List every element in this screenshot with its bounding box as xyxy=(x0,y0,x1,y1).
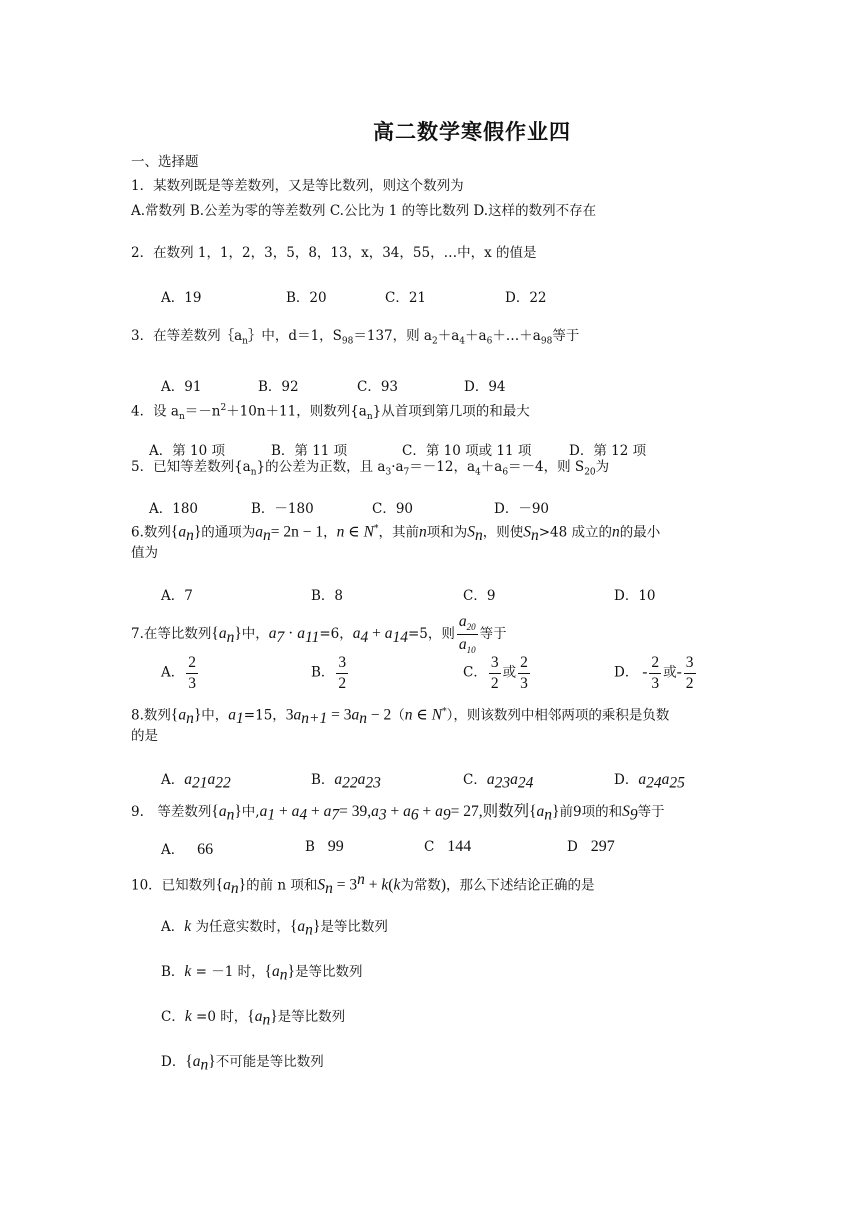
question-7-option-d: D． - $\frac{2}{3}$ 或- $\frac{3}{2}$ xyxy=(614,654,694,692)
question-2-option-a: A．19 xyxy=(161,290,202,306)
question-9-option-c: C 144 xyxy=(424,838,472,855)
question-8-option-b: B．$a_{22}a_{23}$ xyxy=(311,771,381,792)
question-9-stem: 9. 等差数列$\{a_n\}$中$,a_1 + a_4 + a_7= 39,a_3 + a_6 + a_9= 27$,则数列$\{a_n\}$前9项的和$S_9$等于 xyxy=(131,803,665,824)
question-10-option-c: C．k =0 时，$\{a_n\}$是等比数列 xyxy=(161,1008,346,1029)
question-8-option-d: D．$a_{24}a_{25}$ xyxy=(614,771,685,792)
question-2-stem: 2．在数列 1，1，2，3，5，8，13，x，34，55，…中，x 的值是 xyxy=(131,245,537,261)
question-5-option-a: A．180 xyxy=(149,501,199,517)
question-9-option-a: A． 66 xyxy=(161,841,214,858)
question-2-option-c: C．21 xyxy=(385,290,427,306)
question-7-option-c: C． $\frac{3}{2}$ 或 $\frac{2}{3}$ xyxy=(463,654,528,692)
question-10-stem: 10．已知数列$\{a_n\}$的前 n 项和$S_n = 3^n + k(k$为常数)，那么下述结论正确的是 xyxy=(131,871,595,898)
question-5-option-c: C．90 xyxy=(372,501,414,517)
question-4-option-a: A．第 10 项 xyxy=(149,443,226,459)
question-8-option-a: A．$a_{21}a_{22}$ xyxy=(161,771,231,792)
question-6-option-c: C．9 xyxy=(463,588,496,604)
question-4-option-d: D．第 12 项 xyxy=(569,443,647,459)
question-9-option-b: B 99 xyxy=(305,838,344,855)
question-8-stem-continued: 的是 xyxy=(131,728,158,744)
question-9-option-d: D 297 xyxy=(567,838,615,855)
question-4-stem: 4．设 $a_n=-n^2+10n+11$，则数列$\{a_n\}$从首项到第几项的和最大 xyxy=(131,403,530,423)
question-3-option-a: A．91 xyxy=(161,379,202,395)
question-6-option-a: A．7 xyxy=(161,588,193,604)
question-7-option-b: B． $\frac{3}{2}$ xyxy=(311,654,347,692)
question-3-stem: 3．在等差数列$\{a_n\}$中，d＝1，$S_{98}=137$，则 $a_2+a_4+a_6+\dots+a_{98}$等于 xyxy=(131,328,580,347)
question-5-option-d: D．－90 xyxy=(494,501,550,517)
section-heading: 一、选择题 xyxy=(131,154,199,170)
question-8-stem: 8.数列$\{a_n\}$中，$a_1=15$，$3a_{n+1} = 3a_n - 2(n$ ∈ N*），则该数列中相邻两项的乘积是负数 xyxy=(131,706,670,728)
question-4-option-c: C．第 10 项或 11 项 xyxy=(402,443,532,459)
question-8-option-c: C．$a_{23}a_{24}$ xyxy=(463,771,534,792)
question-2-option-b: B．20 xyxy=(286,290,327,306)
question-10-option-a: A．k 为任意实数时，$\{a_n\}$是等比数列 xyxy=(161,918,388,939)
question-3-option-c: C．93 xyxy=(357,379,399,395)
question-6-option-d: D．10 xyxy=(614,588,656,604)
question-5-option-b: B．－180 xyxy=(251,501,314,517)
question-7-stem: 7.在等比数列$\{a_n\}$中，$a_7 \cdot a_{11}=6$，$a_4 + a_{14}=5$，则 $\frac{a_{20}}{a_{10}}$ 等于 xyxy=(131,613,507,656)
question-3-option-b: B．92 xyxy=(258,379,299,395)
question-10-option-d: D．$\{a_n\}$不可能是等比数列 xyxy=(161,1053,324,1074)
question-6-option-b: B．8 xyxy=(311,588,344,604)
question-2-option-d: D．22 xyxy=(505,290,547,306)
document-title: 高二数学寒假作业四 xyxy=(373,120,571,144)
question-4-option-b: B．第 11 项 xyxy=(271,443,348,459)
question-6-stem: 6.数列$\{a_n\}$的通项为$a_n= 2n - 1$，n ∈ N*，其前n项和为$S_n$，则使$S_n>48$ 成立的n的最小 xyxy=(131,523,661,545)
question-3-option-d: D．94 xyxy=(464,379,506,395)
question-5-stem: 5．已知等差数列$\{a_n\}$的公差为正数，且 $a_3\cdot a_7=-12$，$a_4+a_6=-4$，则 $S_{20}$为 xyxy=(131,459,610,478)
question-1-stem: 1．某数列既是等差数列，又是等比数列，则这个数列为 xyxy=(131,178,464,194)
ratio-a20-over-a10: $\frac{a_{20}}{a_{10}}$ xyxy=(458,613,476,656)
question-10-option-b: B．k = －1 时，$\{a_n\}$是等比数列 xyxy=(161,963,363,984)
question-1-options: A.常数列 B.公差为零的等差数列 C.公比为 1 的等比数列 D.这样的数列不存在 xyxy=(131,203,597,219)
question-6-stem-continued: 值为 xyxy=(131,545,158,561)
question-7-option-a: A． $\frac{2}{3}$ xyxy=(161,654,196,692)
